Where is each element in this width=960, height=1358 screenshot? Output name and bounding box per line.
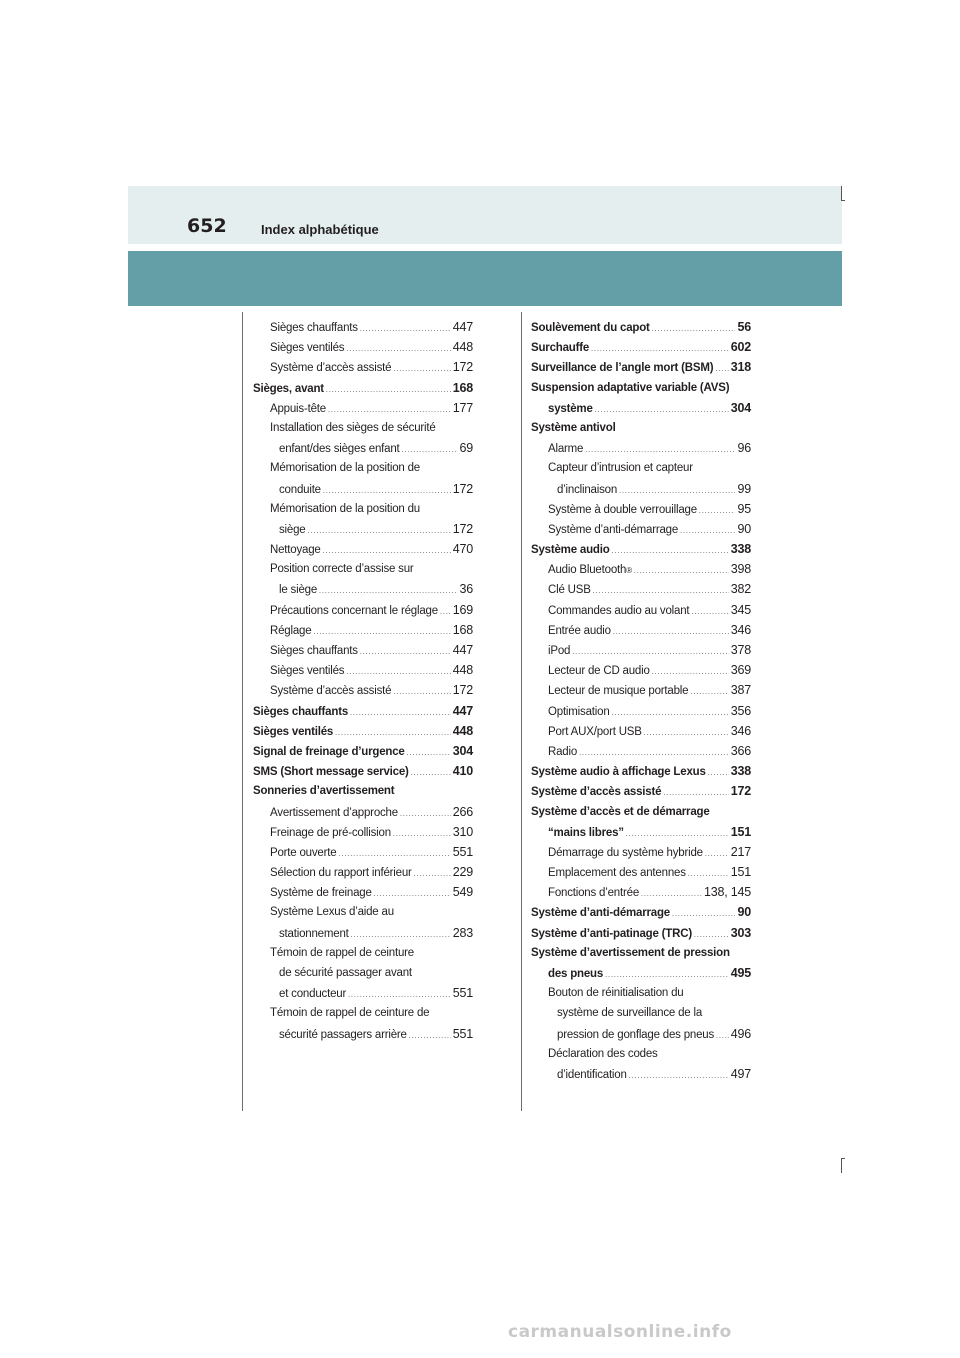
index-entry: [531, 882, 751, 902]
index-entry-page: 266: [452, 804, 473, 819]
index-entry: [531, 1044, 751, 1064]
index-entry-page: 448: [452, 663, 473, 678]
index-entry-page: 551: [452, 986, 473, 1001]
index-entry-page: 410: [452, 764, 473, 779]
index-entry-text: enfant/des sièges enfant: [279, 443, 400, 456]
index-entry: [253, 519, 473, 539]
index-entry-text: “mains libres”: [548, 826, 624, 839]
index-entry: [531, 701, 751, 721]
index-entry: [531, 680, 751, 700]
index-entry: [531, 983, 751, 1003]
dot-leader: [407, 744, 451, 764]
dot-leader: [626, 825, 729, 845]
index-entry: [531, 943, 751, 963]
index-entry-text: Système d’anti-démarrage: [548, 523, 679, 536]
index-entry-page: 497: [730, 1066, 751, 1081]
index-entry: [531, 579, 751, 599]
index-entry-text: Surchauffe: [531, 342, 590, 355]
index-entry-text: Sièges ventilés: [270, 665, 345, 678]
index-entry-page: 448: [452, 340, 473, 355]
index-entry: [253, 378, 473, 398]
index-entry-page: 229: [452, 865, 473, 880]
dot-leader: [440, 603, 451, 623]
index-entry: [531, 802, 751, 822]
index-entry-text: Mémorisation de la position du: [270, 502, 420, 515]
index-entry-text: Système d’anti-démarrage: [531, 907, 671, 920]
index-entry-text: Installation des sièges de sécurité: [270, 421, 436, 434]
index-entry-page: 169: [452, 602, 473, 617]
index-entry-page: 369: [730, 663, 751, 678]
index-entry-page: 447: [452, 320, 473, 334]
index-entry-page: 90: [737, 905, 751, 920]
index-entry: [531, 539, 751, 559]
teal-band: [128, 251, 842, 306]
index-entry: [531, 337, 751, 357]
index-entry: [253, 680, 473, 700]
index-entry-page: 172: [452, 481, 473, 496]
crop-mark-bottom: [841, 1158, 842, 1173]
index-entry-text: de sécurité passager avant: [279, 967, 412, 979]
dot-leader: [644, 724, 729, 744]
index-entry: [253, 660, 473, 680]
dot-leader: [708, 764, 729, 784]
index-entry: [253, 398, 473, 418]
index-entry-text: Sièges chauffants: [253, 705, 349, 718]
index-entry: [531, 357, 751, 377]
index-entry: [253, 923, 473, 943]
dot-leader: [319, 582, 457, 602]
index-entry: [531, 499, 751, 519]
index-entry-text: Commandes audio au volant: [548, 604, 690, 617]
dot-leader: [326, 381, 451, 401]
index-entry: [531, 741, 751, 761]
index-entry: [253, 357, 473, 377]
index-entry-page: 549: [452, 885, 473, 900]
index-entry-text: Appuis-tête: [270, 402, 326, 415]
index-entry-page: 345: [730, 602, 751, 617]
index-entry: [531, 842, 751, 862]
index-entry: [253, 499, 473, 519]
index-entry-text: Mémorisation de la position de: [270, 462, 420, 475]
index-entry-text: Lecteur de musique portable: [548, 685, 689, 698]
index-entry-text: Déclaration des codes: [548, 1047, 658, 1060]
index-entry-text: Réglage: [270, 624, 312, 637]
index-entry: [531, 1064, 751, 1084]
header-band: [128, 186, 842, 244]
index-entry-page: 151: [730, 865, 751, 880]
index-entry-text: Bouton de réinitialisation du: [548, 987, 684, 1000]
index-entry-text: Système Lexus d’aide au: [270, 906, 394, 919]
index-entry-text: système: [548, 402, 593, 415]
index-entry: [253, 559, 473, 579]
dot-leader: [612, 704, 729, 724]
index-entry: [531, 721, 751, 741]
page-number: 652: [187, 215, 227, 237]
dot-leader: [613, 623, 729, 643]
dot-leader: [652, 663, 729, 683]
index-entry: [531, 640, 751, 660]
dot-leader: [572, 643, 729, 663]
index-entry-page: 366: [730, 743, 751, 758]
index-entry-text: Signal de freinage d’urgence: [253, 745, 405, 758]
index-entry-text: conduite: [279, 483, 321, 496]
index-entry-page: 138, 145: [703, 885, 751, 900]
dot-leader: [411, 764, 451, 784]
index-entry-text: Avertissement d’approche: [270, 806, 398, 819]
index-entry: [531, 781, 751, 801]
index-entry-page: 172: [452, 360, 473, 375]
index-entry-page: 95: [737, 501, 751, 516]
dot-leader: [619, 482, 735, 502]
index-entry-text: Sièges ventilés: [253, 725, 334, 738]
dot-leader: [360, 320, 451, 340]
index-entry-page: 172: [452, 521, 473, 536]
crop-mark-bottom-tick: [841, 1158, 845, 1159]
index-entry-page: 470: [452, 542, 473, 557]
index-entry-page: 168: [452, 380, 473, 395]
index-entry-page: 217: [730, 844, 751, 859]
index-entry-text: Alarme: [548, 443, 584, 456]
dot-leader: [705, 845, 729, 865]
dot-leader: [612, 542, 729, 562]
index-entry: [253, 640, 473, 660]
dot-leader: [393, 825, 451, 845]
dot-leader: [680, 522, 735, 542]
index-entry-text: Position correcte d’assise sur: [270, 563, 414, 576]
index-entry-text: Système d’accès assisté: [270, 685, 392, 698]
index-entry-text: Entrée audio: [548, 624, 611, 637]
index-entry-text: Suspension adaptative variable (AVS): [531, 381, 730, 394]
index-entry-text: Radio: [548, 745, 578, 758]
dot-leader: [634, 562, 729, 582]
index-entry: [531, 822, 751, 842]
index-entry: [253, 842, 473, 862]
dot-leader: [350, 704, 451, 724]
index-entry-text: Système d’anti-patinage (TRC): [531, 927, 692, 940]
index-entry-page: 36: [459, 582, 473, 597]
index-entry-page: 310: [452, 824, 473, 839]
index-entry-text: Porte ouverte: [270, 846, 337, 859]
dot-leader: [593, 582, 729, 602]
index-entry-page: 496: [730, 1026, 751, 1041]
index-entry-text: stationnement: [279, 927, 349, 940]
index-entry: [253, 822, 473, 842]
index-entry-page: 56: [737, 320, 751, 334]
crop-mark-top-tick: [841, 200, 845, 201]
index-entry-text: SMS (Short message service): [253, 766, 409, 779]
index-entry-page: 387: [730, 683, 751, 698]
index-entry: [531, 660, 751, 680]
dot-leader: [393, 683, 450, 703]
index-entry-text: d’inclinaison: [557, 483, 618, 496]
index-entry-text: Nettoyage: [270, 544, 321, 557]
index-entry-text: et conducteur: [279, 988, 347, 1001]
index-entry-page: 69: [459, 441, 473, 456]
index-entry-page: 356: [730, 703, 751, 718]
index-entry: [531, 438, 751, 458]
section-title: Index alphabétique: [261, 222, 379, 237]
index-entry-page: 304: [730, 400, 751, 415]
index-entry: [531, 761, 751, 781]
index-entry-page: 90: [737, 521, 751, 536]
index-entry: [253, 317, 473, 337]
index-entry-page: 551: [452, 1026, 473, 1041]
index-column-left: [253, 317, 473, 1044]
dot-leader: [313, 623, 450, 643]
dot-leader: [335, 724, 451, 744]
index-entry: [253, 761, 473, 781]
dot-leader: [641, 885, 702, 905]
dot-leader: [691, 603, 728, 623]
index-entry-text: le siège: [279, 584, 318, 597]
index-entry-page: 303: [730, 925, 751, 940]
index-entry: [531, 1003, 751, 1023]
index-entry-text: Soulèvement du capot: [531, 322, 650, 334]
index-entry-text: Témoin de rappel de ceinture: [270, 946, 414, 959]
dot-leader: [652, 320, 736, 340]
index-entry-text: Système audio à affichage Lexus: [531, 766, 706, 779]
index-entry: [253, 458, 473, 478]
index-entry-text: Système d’avertissement de pression: [531, 946, 730, 959]
dot-leader: [414, 865, 451, 885]
index-entry-text: Lecteur de CD audio: [548, 665, 650, 678]
index-entry-page: 283: [452, 925, 473, 940]
index-entry-page: 398: [730, 562, 751, 577]
index-entry-page: 346: [730, 622, 751, 637]
index-entry: [253, 802, 473, 822]
index-entry-text: Sélection du rapport inférieur: [270, 867, 412, 880]
index-entry: [531, 519, 751, 539]
index-entry-text: Précautions concernant le réglage: [270, 604, 438, 617]
index-entry-text: siège: [279, 523, 306, 536]
index-entry: [531, 317, 751, 337]
dot-leader: [338, 845, 450, 865]
index-entry-text: Emplacement des antennes: [548, 867, 686, 880]
dot-leader: [579, 744, 729, 764]
index-entry-text: sécurité passagers arrière: [279, 1028, 407, 1041]
index-entry-page: 168: [452, 622, 473, 637]
index-entry-text: Sièges ventilés: [270, 342, 345, 355]
index-entry: [531, 963, 751, 983]
index-entry: [253, 862, 473, 882]
index-entry: [253, 539, 473, 559]
index-entry: [531, 1024, 751, 1044]
index-entry: [253, 1003, 473, 1023]
index-entry-text: Témoin de rappel de ceinture de: [270, 1007, 430, 1020]
index-entry: [253, 902, 473, 922]
index-entry-page: 304: [452, 743, 473, 758]
index-entry: [253, 943, 473, 963]
index-column-right: [531, 317, 751, 1084]
index-entry-text: système de surveillance de la: [557, 1007, 703, 1020]
index-entry: [253, 337, 473, 357]
index-entry: [253, 963, 473, 983]
index-entry: [531, 862, 751, 882]
index-entry-page: 177: [452, 400, 473, 415]
index-entry-page: 318: [730, 360, 751, 375]
index-entry: [531, 458, 751, 478]
index-entry-text: Système audio: [531, 544, 610, 557]
index-entry: [253, 781, 473, 801]
index-entry: [253, 418, 473, 438]
index-entry-text: Système de freinage: [270, 887, 372, 900]
index-entry-text: Fonctions d’entrée: [548, 887, 640, 900]
dot-leader: [629, 1067, 729, 1087]
index-entry: [253, 600, 473, 620]
dot-leader: [716, 1027, 729, 1047]
index-entry-page: 172: [730, 784, 751, 799]
index-entry-text: Sièges chauffants: [270, 645, 358, 657]
index-entry: [531, 479, 751, 499]
index-entry-text: des pneus: [548, 968, 604, 980]
index-entry-page: 151: [730, 824, 751, 839]
index-entry-page: 448: [452, 723, 473, 738]
middle-column-rule: [521, 312, 522, 1111]
index-entry: [531, 620, 751, 640]
index-entry-text: Système à double verrouillage: [548, 503, 697, 516]
index-entry-text: Optimisation: [548, 705, 610, 718]
index-entry: [253, 579, 473, 599]
index-entry-text: d’identification: [557, 1068, 627, 1081]
index-entry-text: Système d’accès et de démarrage: [531, 805, 710, 818]
index-entry-text: Sièges chauffants: [270, 322, 358, 334]
index-entry-page: 338: [730, 764, 751, 779]
index-entry-page: 495: [730, 966, 751, 980]
dot-leader: [308, 522, 451, 542]
index-entry-page: 99: [737, 481, 751, 496]
index-entry: Audio Bluetooth ® ..... 398: [531, 559, 751, 579]
index-entry: [531, 418, 751, 438]
dot-leader: [393, 360, 450, 380]
index-entry: [253, 479, 473, 499]
index-entry-page: 447: [452, 703, 473, 718]
index-entry-text: Système antivol: [531, 421, 616, 434]
index-entry-text: Surveillance de l’angle mort (BSM): [531, 362, 714, 375]
index-entry: [253, 983, 473, 1003]
index-entry-text: Système d’accès assisté: [270, 362, 392, 375]
crop-mark-top: [841, 186, 842, 201]
index-entry-page: 378: [730, 643, 751, 657]
index-entry-text: Port AUX/port USB: [548, 725, 642, 738]
index-entry: [253, 438, 473, 458]
index-entry: [253, 721, 473, 741]
index-entry-page: 172: [452, 683, 473, 698]
index-entry-page: 346: [730, 723, 751, 738]
index-entry: [531, 902, 751, 922]
index-entry-text: Système d’accès assisté: [531, 786, 662, 799]
index-entry-page: 338: [730, 542, 751, 557]
index-entry-page: 551: [452, 844, 473, 859]
index-entry: [253, 741, 473, 761]
index-entry-page: 602: [730, 340, 751, 355]
index-entry-text: Sonneries d’avertissement: [253, 785, 395, 798]
dot-leader: [672, 905, 735, 925]
index-entry-text: Clé USB: [548, 584, 591, 597]
dot-leader: [591, 340, 729, 360]
dot-leader: [400, 805, 451, 825]
index-entry-text: pression de gonflage des pneus: [557, 1028, 715, 1041]
dot-leader: [409, 1027, 451, 1047]
dot-leader: [360, 643, 451, 663]
dot-leader: [346, 340, 450, 360]
index-entry-text: iPod: [548, 645, 571, 657]
index-entry: [531, 923, 751, 943]
index-entry-page: 96: [737, 441, 751, 456]
watermark: carmanualsonline.info: [508, 1322, 732, 1342]
dot-leader: [690, 683, 728, 703]
left-column-rule: [242, 312, 243, 1111]
index-entry: [531, 398, 751, 418]
index-entry: [531, 378, 751, 398]
dot-leader: [346, 663, 450, 683]
index-entry-text: Sièges, avant: [253, 382, 324, 395]
dot-leader: [699, 502, 736, 522]
index-entry-text: Capteur d’intrusion et capteur: [548, 462, 693, 475]
index-entry: [253, 701, 473, 721]
index-entry-text: Freinage de pré-collision: [270, 826, 391, 839]
index-entry: [253, 620, 473, 640]
index-entry-text: Démarrage du système hybride: [548, 846, 703, 859]
index-entry-page: 447: [452, 643, 473, 657]
index-entry-text: Audio Bluetooth: [548, 564, 627, 577]
index-entry-page: 382: [730, 582, 751, 597]
index-entry: [531, 600, 751, 620]
index-entry: [253, 882, 473, 902]
index-entry: [253, 1024, 473, 1044]
